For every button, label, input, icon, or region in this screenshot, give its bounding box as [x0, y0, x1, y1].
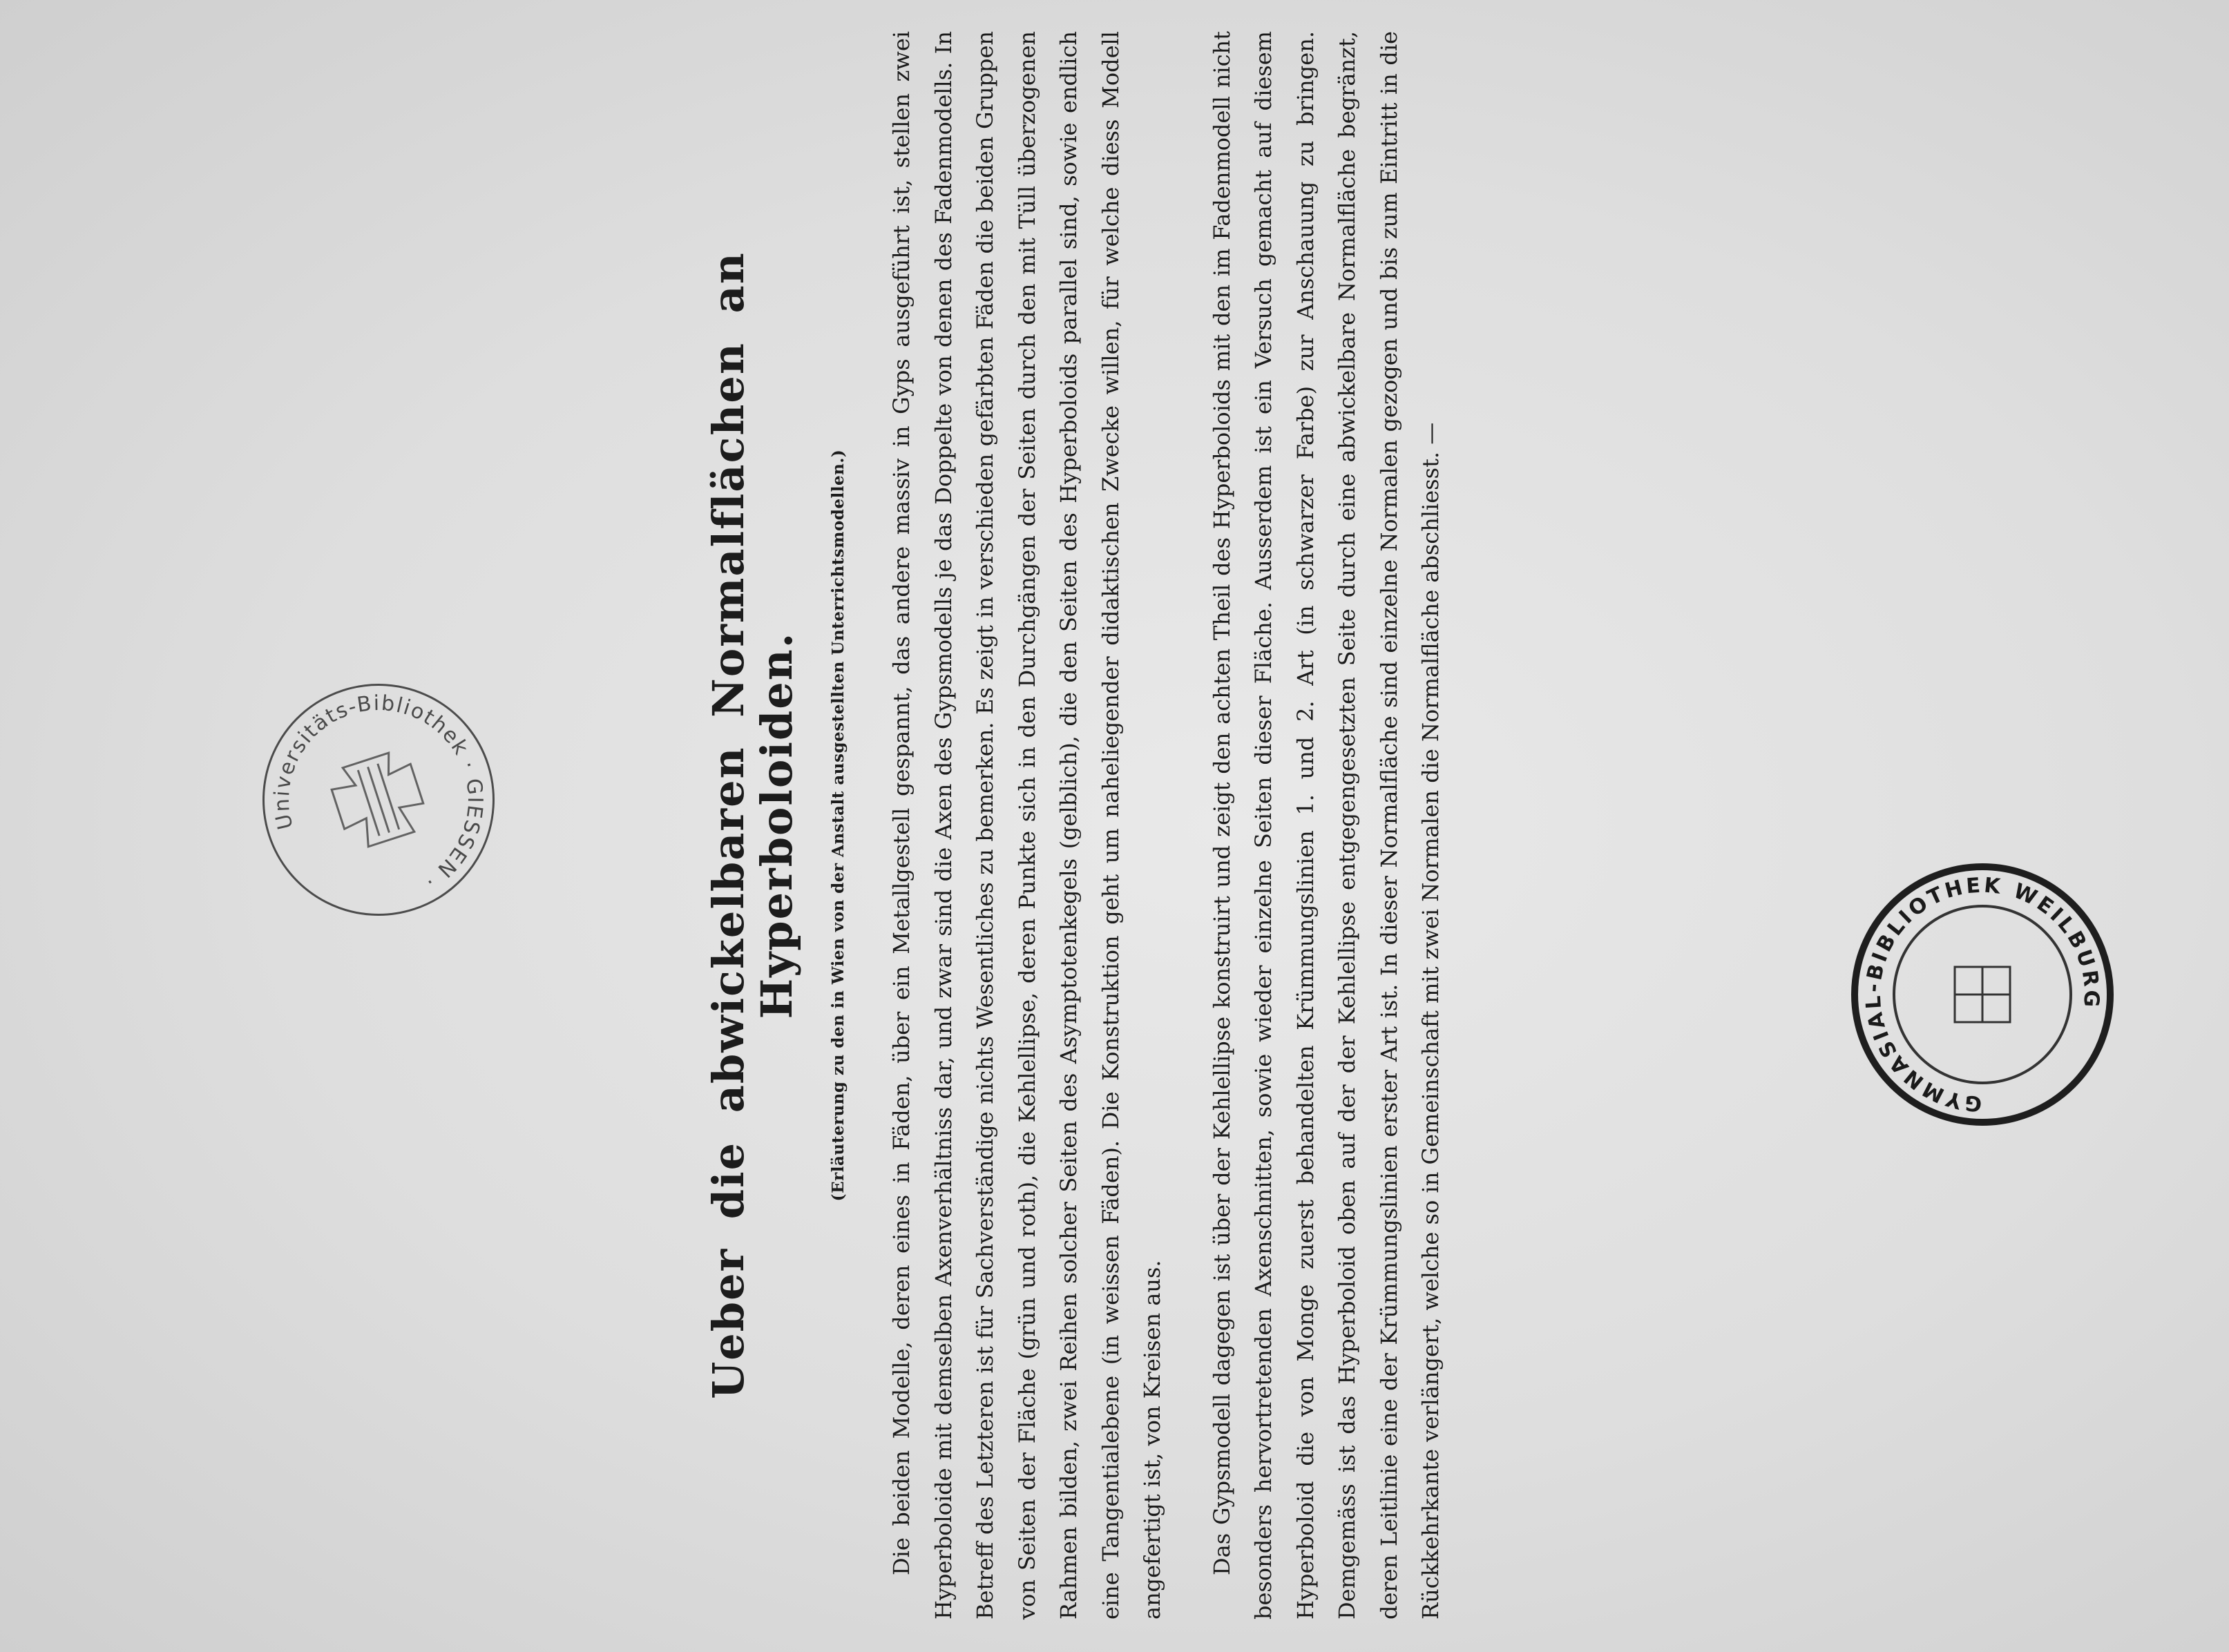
school-stamp-text: GYMNASIAL-BIBLIOTHEK WEILBURG	[1861, 873, 2104, 1116]
document-body	[705, 31, 1768, 1620]
library-stamp-text: Universitäts-Bibliothek · GIESSEN ·	[269, 691, 488, 894]
document-subtitle: (Erläuterung zu den in Wien von der Anstalt ausgestellten Unterrichtsmodellen.)	[829, 449, 848, 1202]
paragraph-2: Das Gypsmodell dagegen ist über der Kehlellipse konstruirt und zeigt den achten Theil des Hyperboloids mit den im Fadenmodell nicht besonders hervortretenden Axenschnitten, sowie wieder einzelne Seiten dieser Fläche. Ausserdem ist ein Versuch gemacht auf diesem Hyperboloid die von Monge zuerst behandelten Krümmungslinien 1. und 2. Art (in schwarzer Farbe) zur Anschauung zu bringen. Demgemäss ist das Hyperboloid oben auf der der Kehlellipse entgegengesetzten Seite durch eine abwickelbare Normalfläche begränzt, deren Leitlinie eine der Krümmungslinien erster Art ist. In dieser Normalfläche sind einzelne Normalen gezogen und bis zum Eintritt in die Rückkehrkante verlängert, welche so in Gemeinschaft mit zwei Normalen die Normalfläche abschliesst. —	[1208, 31, 1444, 1620]
document-title: Ueber die abwickelbaren Normalflächen an	[703, 251, 754, 1399]
school-library-stamp	[1851, 863, 2114, 1126]
document-title-continued: Hyperboloiden.	[752, 631, 802, 1019]
school-stamp-emblem-icon	[1955, 967, 2010, 1022]
cross-emblem-icon	[326, 747, 430, 852]
library-stamp	[232, 653, 524, 945]
paragraph-1: Die beiden Modelle, deren eines in Fäden, über ein Metallgestell gespannt, das andere massiv in Gyps ausgeführt ist, stellen zwei Hyperboloide mit demselben Axenverhältniss dar, und zwar sind die Axen des Gypsmodells je das Doppelte von denen des Fadenmodells. In Betreff des Letzteren ist für Sachverständige nichts Wesentliches zu bemerken. Es zeigt in verschieden gefärbten Fäden die beiden Gruppen von Seiten der Fläche (grün und roth), die Kehlellipse, deren Punkte sich in den Durchgängen der Seiten durch den mit Tüll überzogenen Rahmen bilden, zwei Reihen solcher Seiten des Asymptotenkegels (gelblich), die den Seiten des Hyperboloids parallel sind, sowie endlich eine Tangentialebene (in weissen Fäden). Die Konstruktion geht um naheliegender didaktischen Zwecke willen, für welche diess Modell angefertigt ist, von Kreisen aus.	[888, 31, 1165, 1620]
